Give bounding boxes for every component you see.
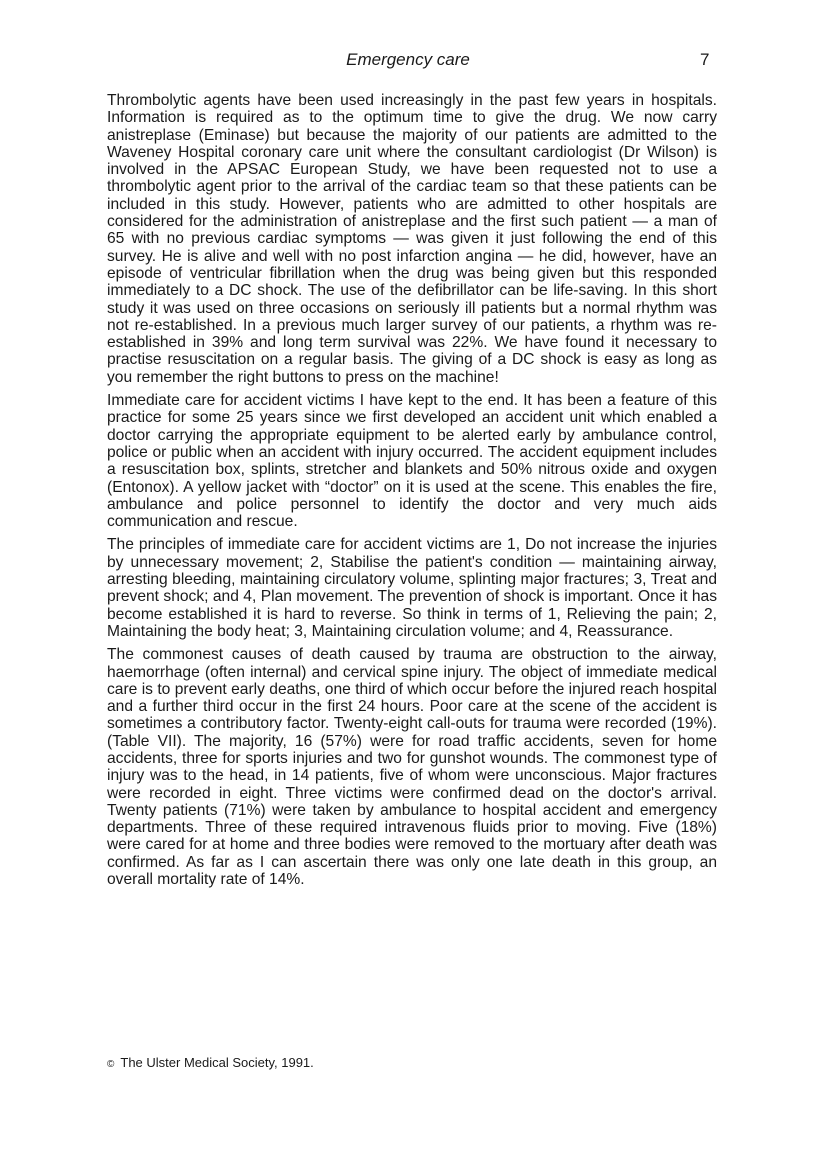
paragraph-thrombolytic-agents: Thrombolytic agents have been used increasingly in the past few years in hospitals. Information is required as to the optimum time to give the drug. We now carry anistreplase (Eminase) but because the majority of our patients are admitted to the Waveney Hospital coronary care unit where the consultant cardiologist (Dr Wilson) is involved in the APSAC European Study, we have been requested not to use a thrombolytic agent prior to the arrival of the cardiac team so that these patients can be included in this study. However, patients who are admitted to other hospitals are considered for the administration of anistreplase and the first such patient — a man of 65 with no previous cardiac symptoms — was given it just following the end of this survey. He is alive and well with no post infarction angina — he did, however, have an episode of ventricular fibrillation when the drug was being given but this responded immediately to a DC shock. The use of the defibrillator can be life-saving. In this short study it was used on three occasions on seriously ill patients but a normal rhythm was not re-established. In a previous much larger survey of our patients, a rhythm was re-established in 39% and long term survival was 22%. We have found it necessary to practise resuscitation on a regular basis. The giving of a DC shock is easy as long as you remember the right buttons to press on the machine! [107, 92, 717, 386]
paragraph-principles-of-care: The principles of immediate care for accident victims are 1, Do not increase the injuries by unnecessary movement; 2, Stabilise the patient's condition — maintaining airway, arresting bleeding, maintaining circulatory volume, splinting major fractures; 3, Treat and prevent shock; and 4, Plan movement. The prevention of shock is important. Once it has become established it is hard to reverse. So think in terms of 1, Relieving the pain; 2, Maintaining the body heat; 3, Maintaining circulation volume; and 4, Reassurance. [107, 536, 717, 640]
paragraph-trauma-deaths: The commonest causes of death caused by trauma are obstruction to the airway, haemorrhage (often internal) and cervical spine injury. The object of immediate medical care is to prevent early deaths, one third of which occur before the injured reach hospital and a further third occur in the first 24 hours. Poor care at the scene of the accident is sometimes a contributory factor. Twenty-eight call-outs for trauma were recorded (19%). (Table VII). The majority, 16 (57%) were for road traffic accidents, seven for home accidents, three for sports injuries and two for gunshot wounds. The commonest type of injury was to the head, in 14 patients, five of whom were unconscious. Major fractures were recorded in eight. Three victims were confirmed dead on the doctor's arrival. Twenty patients (71%) were taken by ambulance to hospital accident and emergency departments. Three of these required intravenous fluids prior to moving. Five (18%) were cared for at home and three bodies were removed to the mortuary after death was confirmed. As far as I can ascertain there was only one late death in this group, an overall mortality rate of 14%. [107, 646, 717, 889]
copyright-footer [107, 1055, 314, 1070]
page-number: 7 [700, 50, 710, 69]
article-body [107, 92, 717, 894]
paragraph-accident-unit: Immediate care for accident victims I have kept to the end. It has been a feature of this practice for some 25 years since we first developed an accident unit which enabled a doctor carrying the appropriate equipment to be alerted early by ambulance control, police or public when an accident with injury occurred. The accident equipment includes a resuscitation box, splints, stretcher and blankets and 50% nitrous oxide and oxygen (Entonox). A yellow jacket with “doctor” on it is used at the scene. This enables the fire, ambulance and police personnel to identify the doctor and very much aids communication and rescue. [107, 392, 717, 531]
page-header [0, 50, 816, 72]
copyright-text: The Ulster Medical Society, 1991. [120, 1055, 314, 1070]
copyright-icon: © [107, 1059, 115, 1070]
running-title: Emergency care [346, 50, 470, 69]
